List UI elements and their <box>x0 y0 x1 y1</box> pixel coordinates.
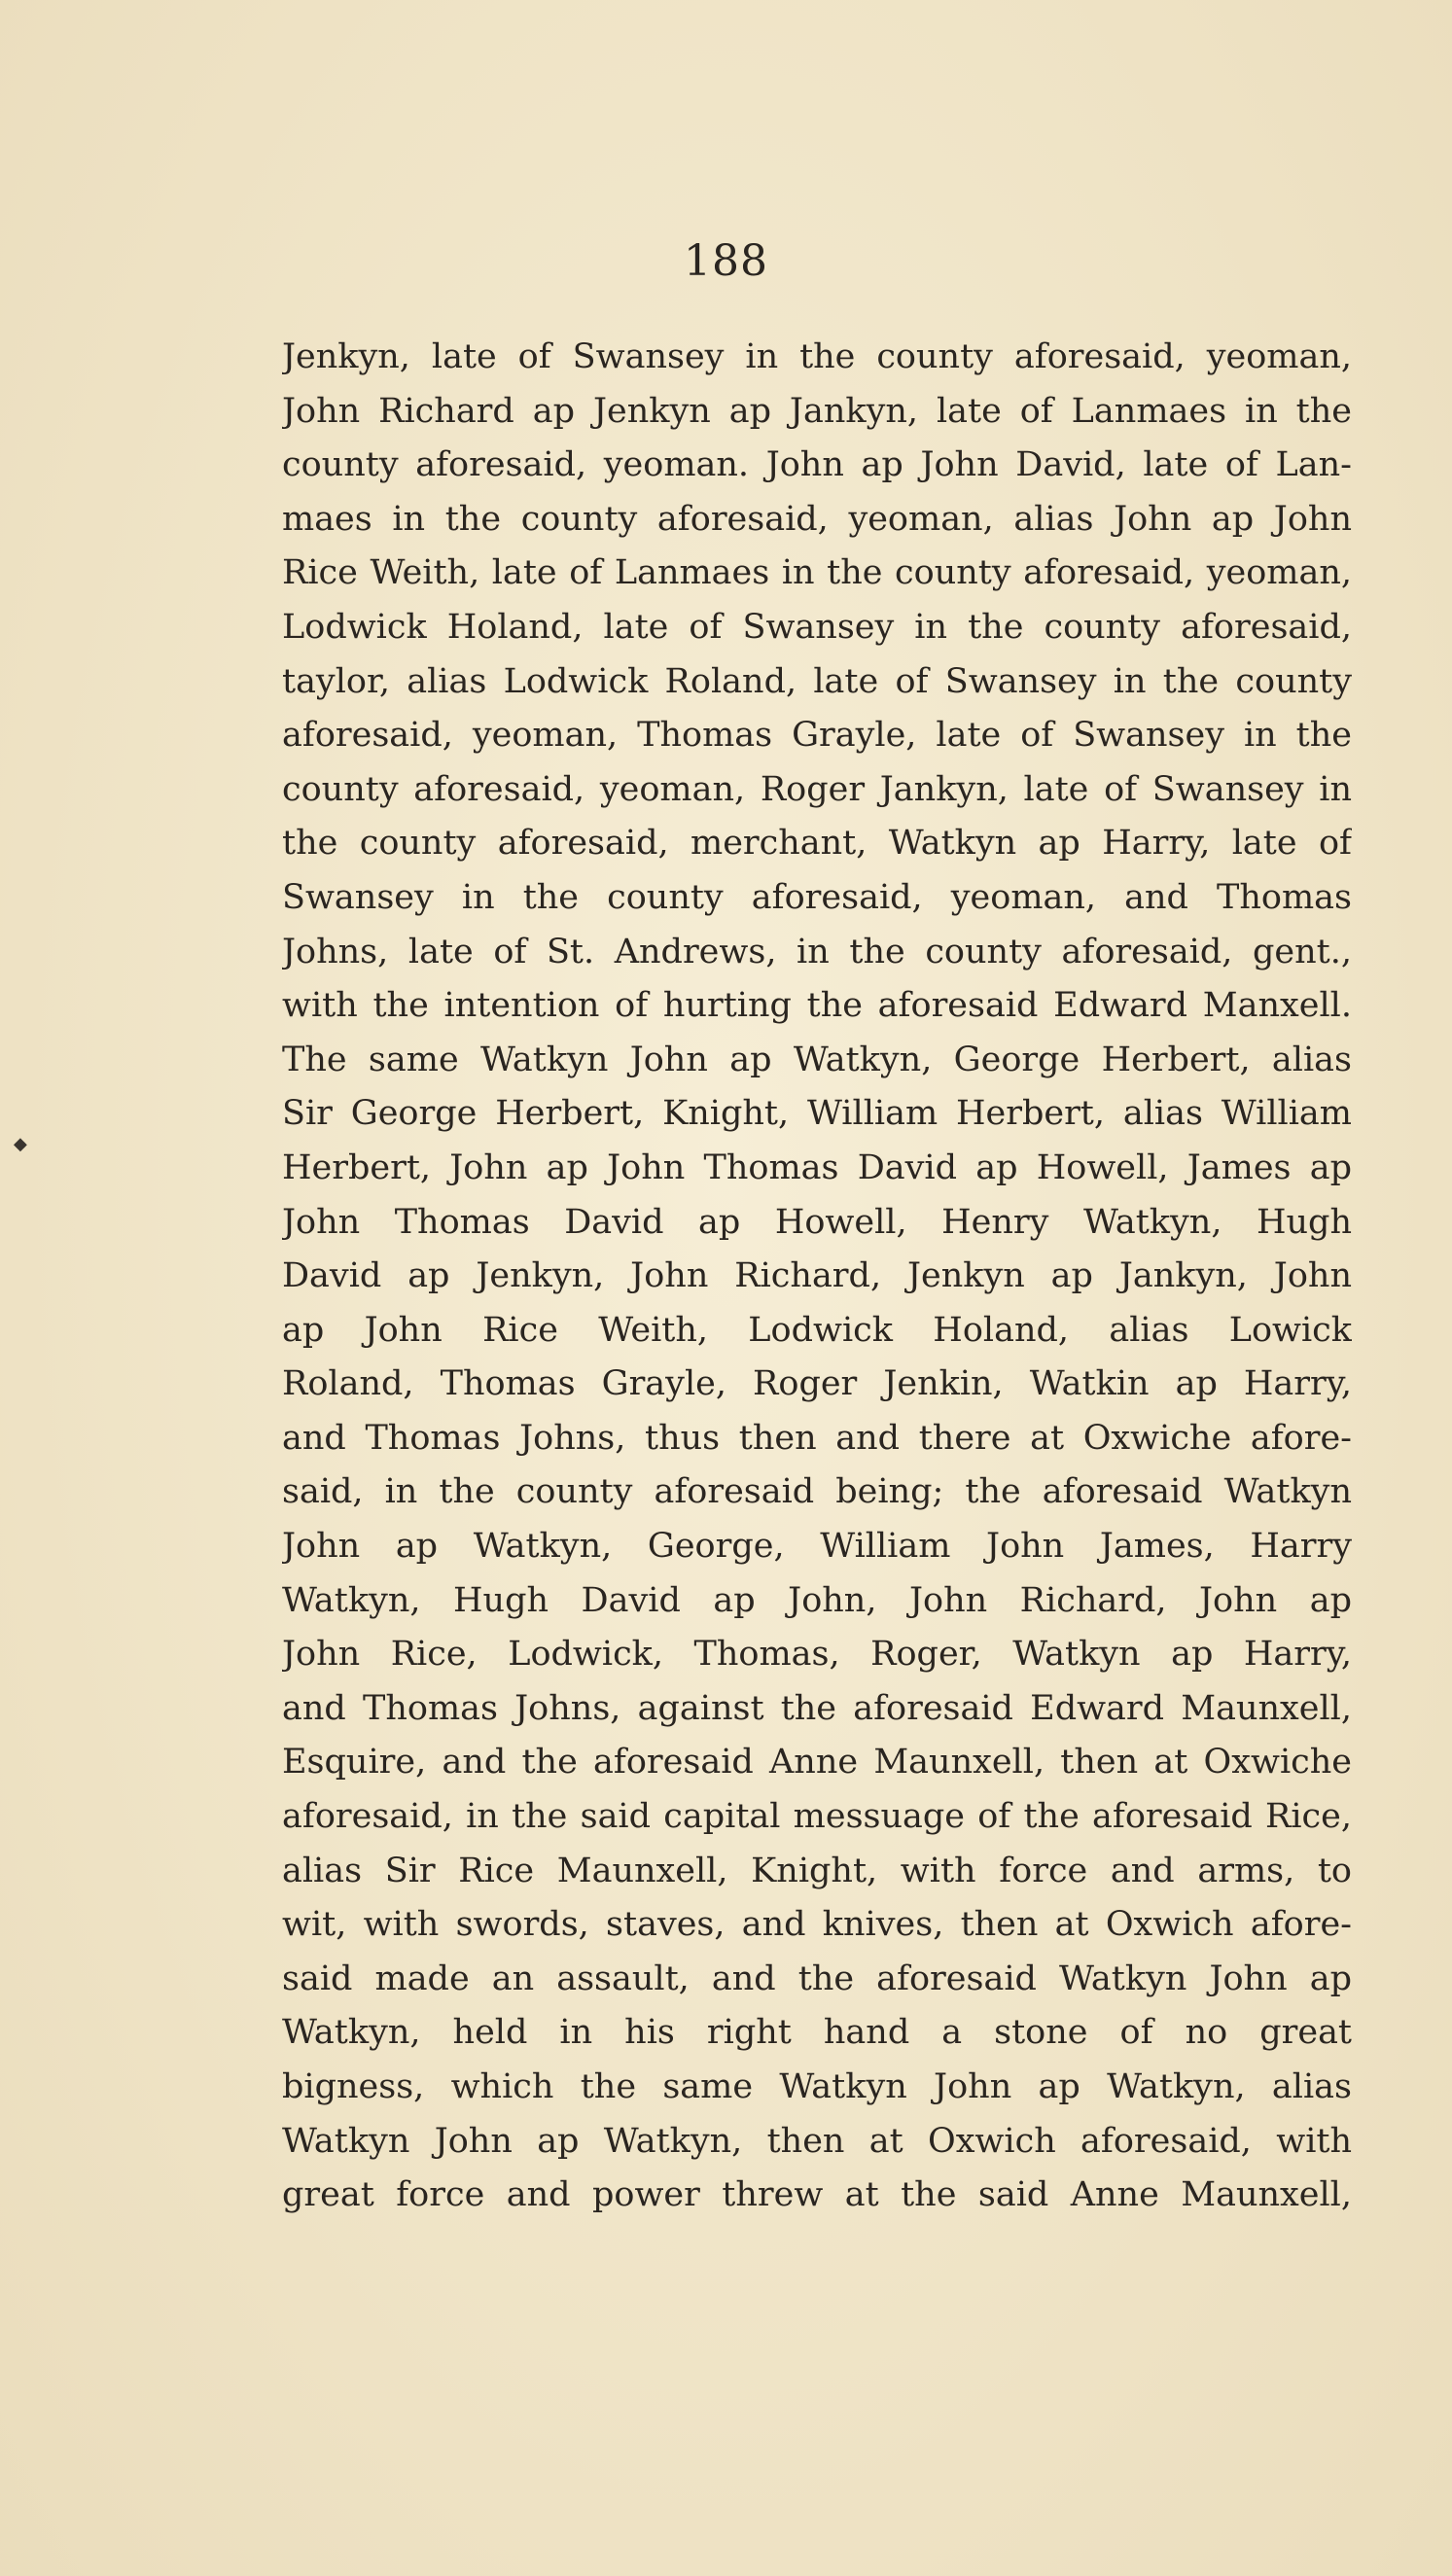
text-line: Watkyn, held in his right hand a stone of no great <box>282 2013 1352 2053</box>
text-line: aforesaid, yeoman, Thomas Grayle, late of Swansey in the <box>282 716 1352 756</box>
text-line: maes in the county aforesaid, yeoman, alias John ap John <box>282 499 1352 539</box>
text-line: ap John Rice Weith, Lodwick Holand, alias Lowick <box>282 1310 1352 1350</box>
text-line: bigness, which the same Watkyn John ap Watkyn, alias <box>282 2067 1352 2106</box>
text-line: Jenkyn, late of Swansey in the county aforesaid, yeoman, <box>282 337 1352 376</box>
text-line: Lodwick Holand, late of Swansey in the county aforesaid, <box>282 607 1352 647</box>
text-line: and Thomas Johns, against the aforesaid Edward Maunxell, <box>282 1688 1352 1728</box>
text-line: John ap Watkyn, George, William John James, Harry <box>282 1527 1352 1567</box>
text-line: John Rice, Lodwick, Thomas, Roger, Watkyn ap Harry, <box>282 1635 1352 1675</box>
text-line: Swansey in the county aforesaid, yeoman, and Thomas <box>282 877 1352 917</box>
text-line: said made an assault, and the aforesaid Watkyn John ap <box>282 1958 1352 1998</box>
text-line: Watkyn, Hugh David ap John, John Richard, John ap <box>282 1580 1352 1620</box>
text-line: aforesaid, in the said capital messuage of the aforesaid Rice, <box>282 1797 1352 1837</box>
text-line: said, in the county aforesaid being; the aforesaid Watkyn <box>282 1472 1352 1512</box>
text-line: Herbert, John ap John Thomas David ap Howell, James ap <box>282 1147 1352 1187</box>
text-line: wit, with swords, staves, and knives, then at Oxwich afore- <box>282 1905 1352 1945</box>
text-line: Watkyn John ap Watkyn, then at Oxwich aforesaid, with <box>282 2121 1352 2161</box>
margin-mark-icon: ◆ <box>14 1134 27 1154</box>
body-text <box>282 331 1352 2223</box>
text-line: county aforesaid, yeoman. John ap John David, late of Lan- <box>282 445 1352 485</box>
text-line: John Richard ap Jenkyn ap Jankyn, late of Lanmaes in the <box>282 391 1352 431</box>
text-line: great force and power threw at the said Anne Maunxell, <box>282 2175 1352 2215</box>
text-line: and Thomas Johns, thus then and there at Oxwiche afore- <box>282 1418 1352 1458</box>
text-line: David ap Jenkyn, John Richard, Jenkyn ap Jankyn, John <box>282 1256 1352 1296</box>
text-line: The same Watkyn John ap Watkyn, George Herbert, alias <box>282 1040 1352 1079</box>
text-line: Roland, Thomas Grayle, Roger Jenkin, Watkin ap Harry, <box>282 1364 1352 1404</box>
text-line: Sir George Herbert, Knight, William Herbert, alias William <box>282 1094 1352 1134</box>
text-line: the county aforesaid, merchant, Watkyn ap Harry, late of <box>282 824 1352 864</box>
text-line: John Thomas David ap Howell, Henry Watkyn, Hugh <box>282 1202 1352 1242</box>
page-number: 188 <box>684 236 768 286</box>
text-line: Rice Weith, late of Lanmaes in the county aforesaid, yeoman, <box>282 553 1352 593</box>
text-line: Johns, late of St. Andrews, in the county aforesaid, gent., <box>282 932 1352 971</box>
text-line: alias Sir Rice Maunxell, Knight, with force and arms, to <box>282 1851 1352 1890</box>
text-line: Esquire, and the aforesaid Anne Maunxell, then at Oxwiche <box>282 1743 1352 1782</box>
text-line: taylor, alias Lodwick Roland, late of Swansey in the county <box>282 661 1352 701</box>
text-line: with the intention of hurting the aforesaid Edward Manxell. <box>282 986 1352 1026</box>
text-line: county aforesaid, yeoman, Roger Jankyn, late of Swansey in <box>282 769 1352 809</box>
